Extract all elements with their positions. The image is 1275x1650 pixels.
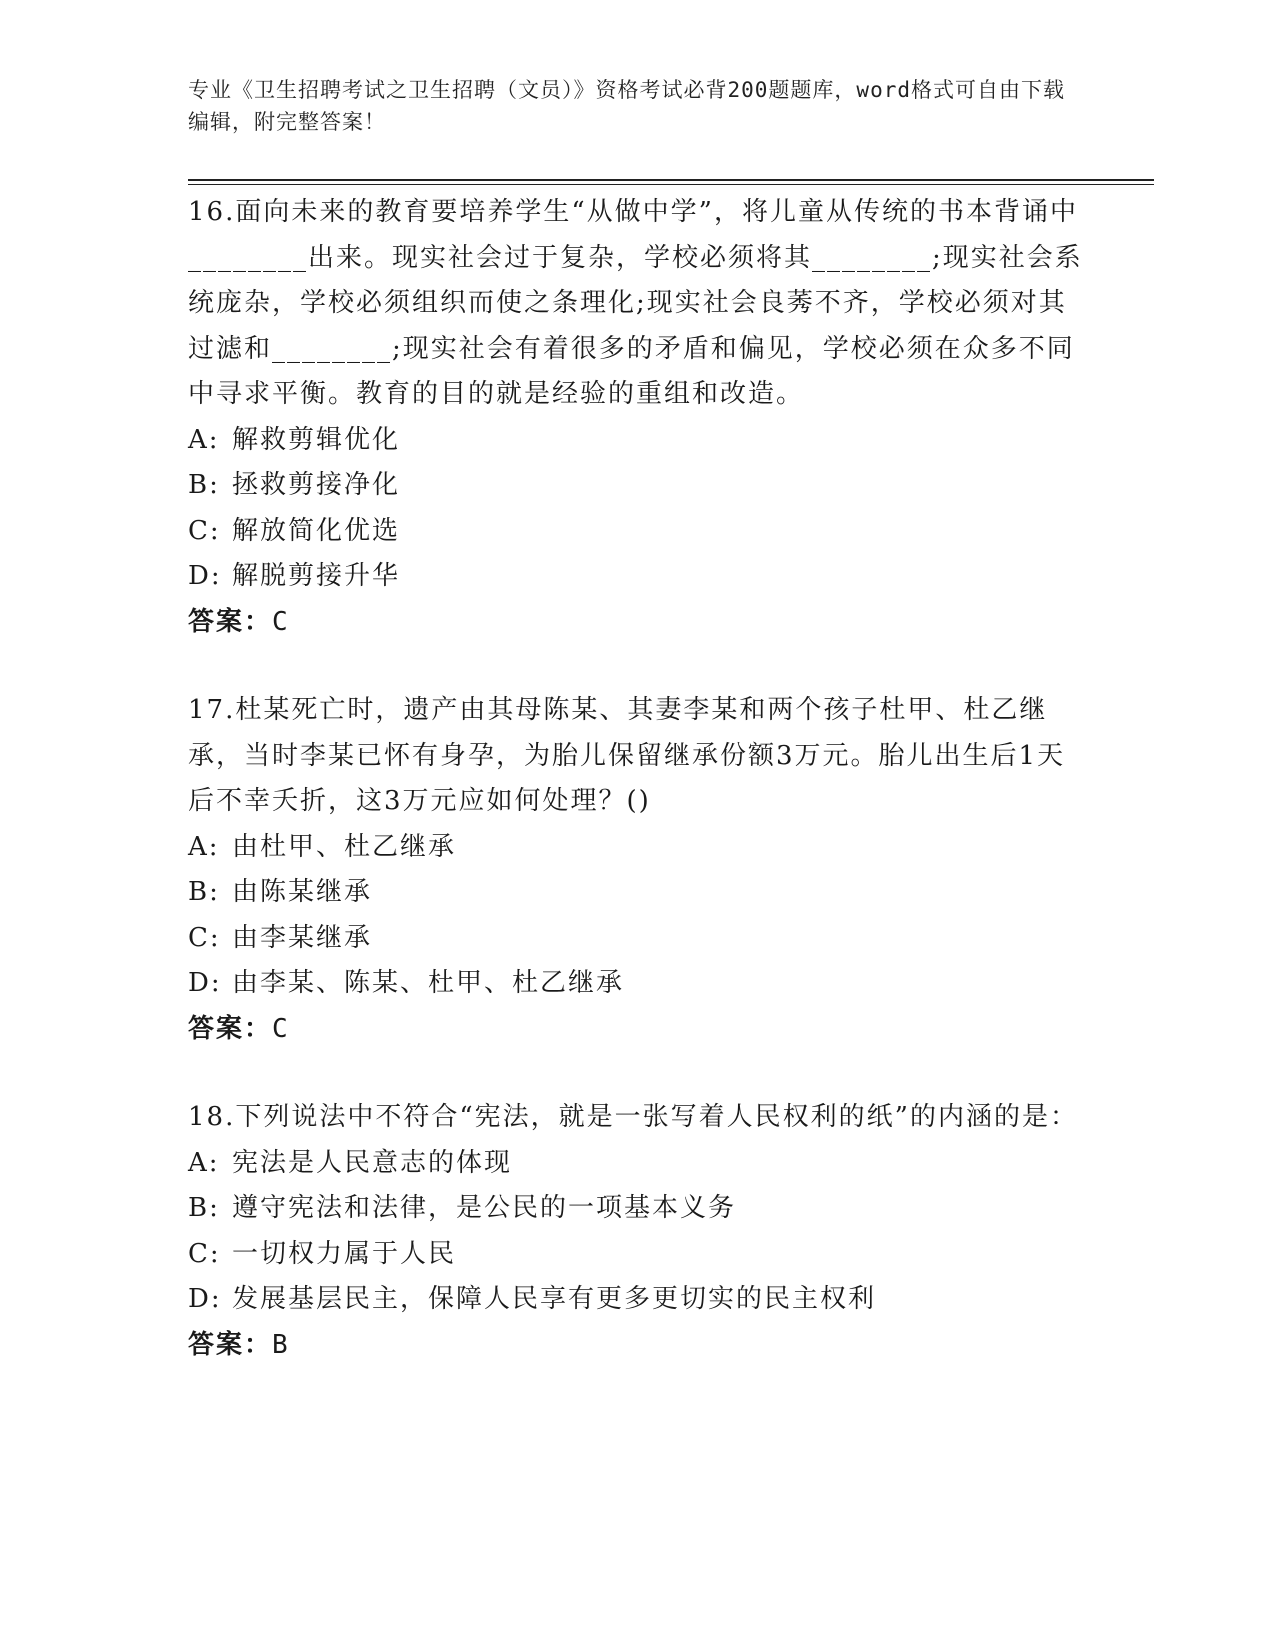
option-text: 由陈某继承 (232, 877, 373, 907)
option-c (188, 509, 1088, 555)
option-b (188, 1186, 1088, 1232)
option-letter: A: (188, 1147, 220, 1178)
answer-label: 答案： (188, 1329, 273, 1360)
option-letter: D: (188, 1284, 222, 1314)
question-text: 面向未来的教育要培养学生“从做中学”，将儿童从传统的书本背诵中________出来。现实社会过于复杂，学校必须将其________;现实社会系统庞杂，学校必须组织而使之条理化;现实社会良莠不齐，学校必须对其过滤和________;现实社会有着很多的矛盾和偏见，学校必须在众多不同中寻求平衡。教育的目的就是经验的重组和改造。 (188, 197, 1083, 409)
question-stem (188, 190, 1088, 418)
answer-value: B (272, 1329, 290, 1360)
option-c (188, 916, 1088, 962)
option-letter: C: (188, 922, 221, 953)
option-text: 由李某继承 (232, 922, 373, 953)
answer (188, 1323, 1088, 1369)
option-text: 遵守宪法和法律，是公民的一项基本义务 (232, 1193, 737, 1223)
option-letter: B: (188, 470, 220, 500)
question-stem (188, 1095, 1088, 1141)
answer-value: C (272, 1013, 290, 1044)
question-17 (188, 688, 1088, 1052)
option-d (188, 961, 1088, 1007)
answer (188, 1007, 1088, 1053)
option-b (188, 463, 1088, 509)
question-text: 下列说法中不符合“宪法，就是一张写着人民权利的纸”的内涵的是： (235, 1102, 1078, 1132)
answer-value: C (272, 606, 290, 637)
option-c (188, 1232, 1088, 1278)
question-number: 18. (188, 1102, 236, 1132)
option-letter: B: (188, 877, 220, 907)
option-letter: D: (188, 561, 222, 591)
question-stem (188, 688, 1088, 825)
option-text: 宪法是人民意志的体现 (232, 1147, 513, 1178)
answer-label: 答案： (188, 1013, 273, 1044)
option-text: 由李某、陈某、杜甲、杜乙继承 (232, 968, 625, 998)
option-letter: C: (188, 515, 221, 546)
option-b (188, 870, 1088, 916)
question-16 (188, 190, 1088, 645)
header-divider-thick (188, 179, 1154, 181)
option-letter: C: (188, 1238, 221, 1269)
option-text: 一切权力属于人民 (232, 1238, 457, 1269)
option-text: 解放简化优选 (232, 515, 401, 546)
option-d (188, 1277, 1088, 1323)
option-text: 解脱剪接升华 (232, 561, 401, 591)
question-18 (188, 1095, 1088, 1368)
option-d (188, 554, 1088, 600)
question-text: 杜某死亡时，遗产由其母陈某、其妻李某和两个孩子杜甲、杜乙继承，当时李某已怀有身孕，为胎儿保留继承份额3万元。胎儿出生后1天后不幸夭折，这3万元应如何处理？() (188, 695, 1066, 816)
option-letter: A: (188, 424, 220, 455)
question-list (188, 190, 1088, 1411)
option-text: 发展基层民主，保障人民享有更多更切实的民主权利 (232, 1284, 877, 1314)
option-letter: B: (188, 1193, 220, 1223)
option-text: 由杜甲、杜乙继承 (232, 831, 457, 862)
document-header: 专业《卫生招聘考试之卫生招聘（文员）》资格考试必背200题题库，word格式可自由下载编辑，附完整答案！ (188, 78, 1065, 134)
option-letter: A: (188, 831, 220, 862)
option-text: 解救剪辑优化 (232, 424, 401, 455)
option-a (188, 418, 1088, 464)
option-letter: D: (188, 968, 222, 998)
answer-label: 答案： (188, 606, 273, 637)
question-number: 16. (188, 197, 236, 227)
option-a (188, 1141, 1088, 1187)
question-number: 17. (188, 695, 236, 725)
header-divider-thin (188, 184, 1154, 185)
option-a (188, 825, 1088, 871)
answer (188, 600, 1088, 646)
option-text: 拯救剪接净化 (232, 470, 401, 500)
